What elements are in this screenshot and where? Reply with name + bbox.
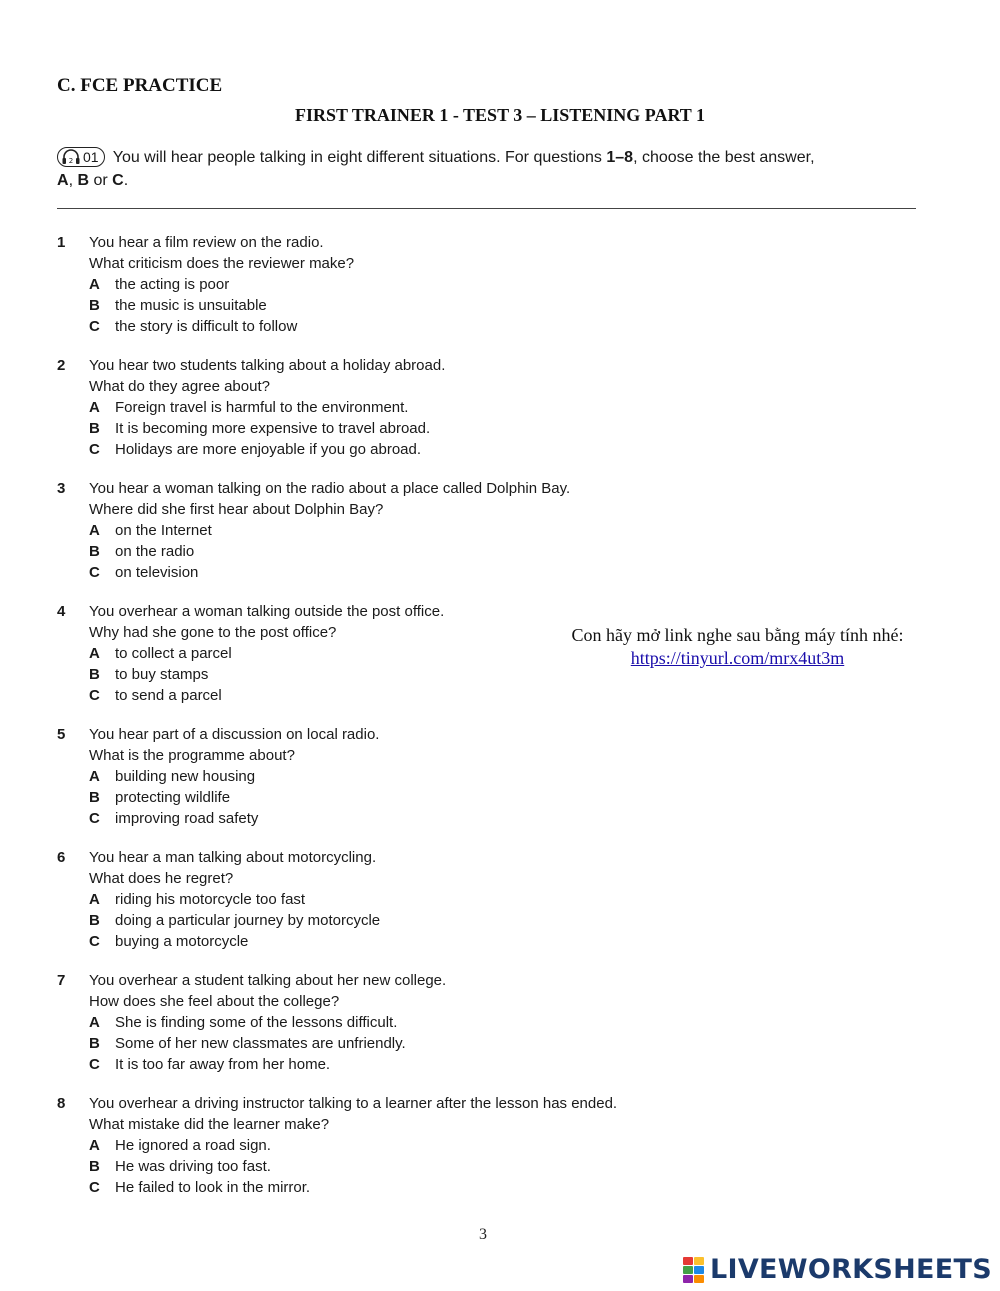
question-number: 2	[57, 357, 66, 374]
answer-option[interactable]	[57, 889, 757, 910]
logo-square	[694, 1257, 704, 1265]
question-situation: You hear a man talking about motorcycling.	[89, 849, 377, 866]
option-text: protecting wildlife	[115, 789, 231, 806]
option-letter: B	[89, 297, 100, 314]
option-letter: A	[89, 891, 100, 908]
logo-square	[683, 1275, 693, 1283]
option-text: doing a particular journey by motorcycle	[115, 912, 381, 929]
option-text: the story is difficult to follow	[115, 318, 298, 335]
option-text: It is too far away from her home.	[115, 1056, 331, 1073]
option-text: on television	[115, 564, 199, 581]
question-number: 1	[57, 234, 66, 251]
answer-option[interactable]	[57, 562, 757, 583]
option-text: He ignored a road sign.	[115, 1137, 271, 1154]
option-text: on the Internet	[115, 522, 212, 539]
question-number: 4	[57, 603, 66, 620]
logo-square	[694, 1266, 704, 1274]
question-situation: You overhear a driving instructor talking to a learner after the lesson has ended.	[89, 1095, 618, 1112]
answer-option[interactable]	[57, 808, 757, 829]
option-letter: C	[89, 1056, 100, 1073]
track-cd: 2	[68, 157, 74, 165]
brand-name: LIVEWORKSHEETS	[709, 1254, 992, 1285]
option-text: improving road safety	[115, 810, 259, 827]
question-situation-line	[57, 847, 757, 868]
logo-square	[694, 1275, 704, 1283]
option-letter: C	[89, 441, 100, 458]
option-text: She is finding some of the lessons difficult.	[115, 1014, 398, 1031]
option-letter: B	[89, 420, 100, 437]
question-situation: You overhear a student talking about her new college.	[89, 972, 447, 989]
question-prompt: What mistake did the learner make?	[89, 1116, 330, 1133]
answer-option[interactable]	[57, 541, 757, 562]
answer-option[interactable]	[57, 439, 757, 460]
option-letter: C	[89, 687, 100, 704]
option-letter: A	[89, 399, 100, 416]
question-situation: You hear part of a discussion on local radio.	[89, 726, 380, 743]
answer-option[interactable]	[57, 1033, 757, 1054]
note-text: Con hãy mở link nghe sau bằng máy tính nhé:	[571, 625, 904, 645]
answer-option[interactable]	[57, 910, 757, 931]
option-text: to send a parcel	[115, 687, 222, 704]
option-text: It is becoming more expensive to travel abroad.	[115, 420, 431, 437]
question-prompt: How does she feel about the college?	[89, 993, 340, 1010]
option-letter: B	[89, 543, 100, 560]
option-letter: A	[89, 768, 100, 785]
instructions-text-2: , choose the best answer,	[633, 149, 815, 166]
instructions-text: You will hear people talking in eight different situations. For questions	[108, 149, 607, 166]
question-number: 5	[57, 726, 66, 743]
listening-note	[540, 624, 935, 670]
question-number: 3	[57, 480, 66, 497]
answer-option[interactable]	[57, 1012, 757, 1033]
option-letter: B	[89, 912, 100, 929]
option-text: building new housing	[115, 768, 256, 785]
audio-link[interactable]: https://tinyurl.com/mrx4ut3m	[630, 648, 845, 668]
option-letter: B	[89, 1035, 100, 1052]
divider	[57, 208, 916, 209]
option-letter: A	[89, 1137, 100, 1154]
headphones-icon	[61, 149, 81, 165]
question-situation-line	[57, 232, 757, 253]
option-text: Foreign travel is harmful to the environment.	[115, 399, 409, 416]
or-text: or	[89, 172, 113, 189]
question-situation: You hear two students talking about a holiday abroad.	[89, 357, 446, 374]
option-letter: C	[89, 564, 100, 581]
answer-option[interactable]	[57, 685, 757, 706]
question-situation-line	[57, 1093, 757, 1114]
option-letter: A	[89, 645, 100, 662]
option-text: the music is unsuitable	[115, 297, 267, 314]
option-letter: A	[89, 1014, 100, 1031]
period: .	[123, 172, 129, 189]
question-situation-line	[57, 970, 757, 991]
question-5	[57, 724, 757, 829]
option-letter: C	[89, 810, 100, 827]
option-letter: A	[89, 276, 100, 293]
answer-option[interactable]	[57, 274, 757, 295]
question-prompt: Why had she gone to the post office?	[89, 624, 337, 641]
answer-option[interactable]	[57, 520, 757, 541]
answer-option[interactable]	[57, 418, 757, 439]
answer-option[interactable]	[57, 1177, 757, 1198]
question-situation-line	[57, 478, 757, 499]
question-list	[57, 232, 757, 1216]
question-number: 8	[57, 1095, 66, 1112]
separator: ,	[68, 172, 78, 189]
answer-a-label: A	[57, 172, 69, 189]
option-text: on the radio	[115, 543, 195, 560]
option-letter: B	[89, 666, 100, 683]
answer-option[interactable]	[57, 1156, 757, 1177]
page-number: 3	[479, 1226, 487, 1243]
test-title: FIRST TRAINER 1 - TEST 3 – LISTENING PART 1	[295, 105, 705, 125]
instructions	[57, 146, 917, 192]
audio-track-badge	[57, 147, 105, 167]
question-prompt: Where did she first hear about Dolphin Bay?	[89, 501, 384, 518]
answer-option[interactable]	[57, 295, 757, 316]
option-letter: B	[89, 1158, 100, 1175]
liveworksheets-brand	[683, 1254, 992, 1285]
option-text: riding his motorcycle too fast	[115, 891, 306, 908]
question-prompt: What criticism does the reviewer make?	[89, 255, 355, 272]
question-situation: You overhear a woman talking outside the post office.	[89, 603, 445, 620]
question-7	[57, 970, 757, 1075]
question-2	[57, 355, 757, 460]
option-letter: C	[89, 318, 100, 335]
option-text: buying a motorcycle	[115, 933, 249, 950]
option-text: the acting is poor	[115, 276, 230, 293]
option-letter: B	[89, 789, 100, 806]
question-prompt: What do they agree about?	[89, 378, 270, 395]
logo-square	[683, 1266, 693, 1274]
question-prompt: What does he regret?	[89, 870, 234, 887]
question-situation-line	[57, 724, 757, 745]
answer-b-label: B	[77, 172, 90, 189]
option-text: Some of her new classmates are unfriendly.	[115, 1035, 406, 1052]
answer-option[interactable]	[57, 1135, 757, 1156]
liveworksheets-logo-icon	[683, 1257, 704, 1283]
question-3	[57, 478, 757, 583]
track-number: 01	[83, 148, 99, 165]
answer-option[interactable]	[57, 397, 757, 418]
question-situation-line	[57, 355, 757, 376]
answer-option[interactable]	[57, 931, 757, 952]
question-situation: You hear a woman talking on the radio about a place called Dolphin Bay.	[89, 480, 571, 497]
question-number: 7	[57, 972, 66, 989]
answer-option[interactable]	[57, 1054, 757, 1075]
option-text: Holidays are more enjoyable if you go abroad.	[115, 441, 422, 458]
question-situation-line	[57, 601, 757, 622]
section-title: C. FCE PRACTICE	[57, 75, 223, 96]
logo-square	[683, 1257, 693, 1265]
option-text: to buy stamps	[115, 666, 209, 683]
option-text: to collect a parcel	[115, 645, 232, 662]
answer-option[interactable]	[57, 787, 757, 808]
question-number: 6	[57, 849, 66, 866]
option-text: He was driving too fast.	[115, 1158, 271, 1175]
question-prompt: What is the programme about?	[89, 747, 295, 764]
option-text: He failed to look in the mirror.	[115, 1179, 311, 1196]
option-letter: C	[89, 933, 100, 950]
option-letter: A	[89, 522, 100, 539]
answer-option[interactable]	[57, 766, 757, 787]
question-situation: You hear a film review on the radio.	[89, 234, 324, 251]
answer-option[interactable]	[57, 316, 757, 337]
question-range: 1–8	[606, 149, 634, 166]
option-letter: C	[89, 1179, 100, 1196]
question-1	[57, 232, 757, 337]
question-8	[57, 1093, 757, 1198]
answer-c-label: C	[112, 172, 124, 189]
question-6	[57, 847, 757, 952]
